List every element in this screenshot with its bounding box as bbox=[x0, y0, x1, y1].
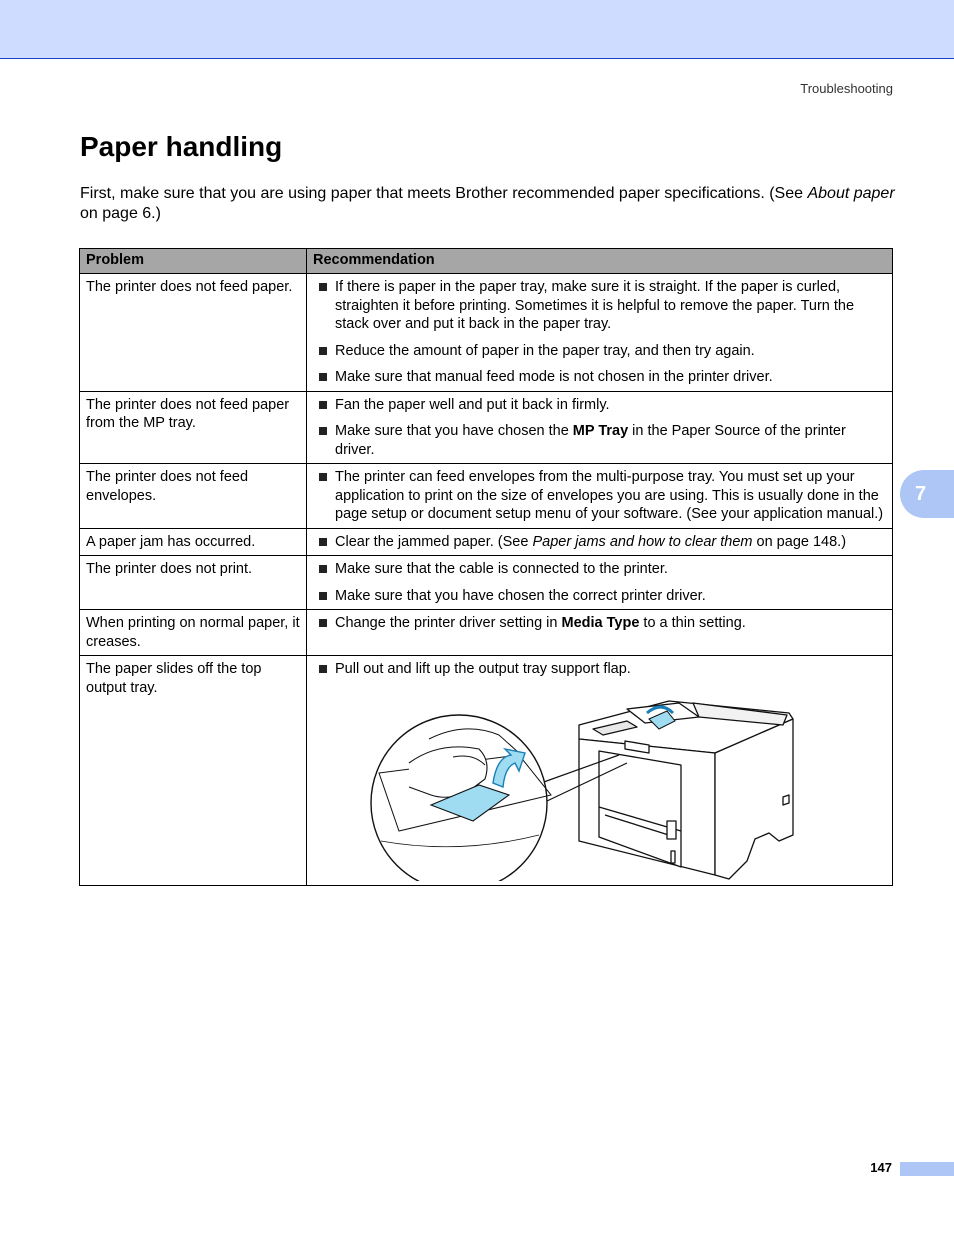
paper-handling-table bbox=[79, 248, 893, 886]
recommendation-item bbox=[313, 587, 886, 606]
recommendation-item bbox=[313, 368, 886, 387]
table-header-row bbox=[80, 249, 893, 274]
recommendation-text: Make sure that the cable is connected to the printer. bbox=[335, 561, 668, 577]
problem-cell: The printer does not feed paper. bbox=[80, 274, 307, 392]
problem-header: Problem bbox=[80, 249, 307, 274]
recommendation-cell bbox=[307, 528, 893, 556]
recommendation-cell bbox=[307, 656, 893, 886]
problem-cell: The printer does not print. bbox=[80, 556, 307, 610]
recommendation-item bbox=[313, 396, 886, 415]
square-bullet-icon bbox=[319, 565, 327, 573]
table-row bbox=[80, 610, 893, 656]
table-row bbox=[80, 556, 893, 610]
intro-paragraph bbox=[80, 184, 895, 224]
paper-jams-link[interactable]: Paper jams and how to clear them bbox=[532, 533, 753, 550]
table-row bbox=[80, 528, 893, 556]
recommendation-item bbox=[313, 422, 886, 459]
square-bullet-icon bbox=[319, 283, 327, 291]
recommendation-text-before: Change the printer driver setting in bbox=[335, 615, 562, 631]
recommendation-text-after: to a thin setting. bbox=[639, 615, 746, 631]
recommendation-item bbox=[313, 560, 886, 579]
table-row bbox=[80, 391, 893, 464]
recommendation-item bbox=[313, 342, 886, 361]
square-bullet-icon bbox=[319, 592, 327, 600]
square-bullet-icon bbox=[319, 538, 327, 546]
recommendation-item bbox=[313, 614, 886, 633]
page-number: 147 bbox=[870, 1160, 892, 1175]
table-row bbox=[80, 274, 893, 392]
square-bullet-icon bbox=[319, 619, 327, 627]
problem-cell: The printer does not feed envelopes. bbox=[80, 464, 307, 529]
recommendation-text: If there is paper in the paper tray, make sure it is straight. If the paper is curled, straighten it before printing. Sometimes it is helpful to remove the paper. Turn the stack over and put it back in the paper tray. bbox=[335, 279, 855, 332]
square-bullet-icon bbox=[319, 665, 327, 673]
printer-icon bbox=[579, 701, 793, 879]
intro-text-after: on page 6.) bbox=[80, 205, 161, 222]
recommendation-item bbox=[313, 660, 886, 679]
recommendation-text-after: in the Paper Source of the printer driver. bbox=[335, 423, 846, 458]
recommendation-item bbox=[313, 468, 886, 524]
recommendation-item bbox=[313, 278, 886, 334]
square-bullet-icon bbox=[319, 473, 327, 481]
recommendation-header: Recommendation bbox=[307, 249, 893, 274]
recommendation-text-before: Clear the jammed paper. (See bbox=[335, 533, 533, 550]
about-paper-link[interactable]: About paper bbox=[807, 185, 895, 202]
table-row bbox=[80, 464, 893, 529]
recommendation-cell bbox=[307, 556, 893, 610]
media-type-label: Media Type bbox=[561, 615, 640, 631]
recommendation-text: Make sure that manual feed mode is not chosen in the printer driver. bbox=[335, 369, 773, 385]
recommendation-cell bbox=[307, 274, 893, 392]
table-row bbox=[80, 656, 893, 886]
problem-cell: A paper jam has occurred. bbox=[80, 528, 307, 556]
recommendation-text: The printer can feed envelopes from the multi-purpose tray. You must set up your application to print on the size of envelopes you are using. This is usually done in the page setup or document setup menu of your software. (See your application manual.) bbox=[335, 469, 884, 522]
running-head: Troubleshooting bbox=[800, 81, 893, 96]
magnified-view-icon bbox=[371, 715, 551, 881]
recommendation-cell bbox=[307, 391, 893, 464]
intro-text-before: First, make sure that you are using paper that meets Brother recommended paper specifications. (See bbox=[80, 185, 808, 202]
recommendation-cell bbox=[307, 610, 893, 656]
problem-cell: When printing on normal paper, it creases. bbox=[80, 610, 307, 656]
printer-output-tray-illustration bbox=[369, 691, 801, 881]
problem-cell: The printer does not feed paper from the MP tray. bbox=[80, 391, 307, 464]
page-number-bar bbox=[900, 1162, 954, 1176]
square-bullet-icon bbox=[319, 347, 327, 355]
recommendation-text: Pull out and lift up the output tray support flap. bbox=[335, 661, 631, 677]
recommendation-text-before: Make sure that you have chosen the bbox=[335, 423, 573, 439]
recommendation-item bbox=[313, 533, 886, 552]
header-band bbox=[0, 0, 954, 59]
square-bullet-icon bbox=[319, 373, 327, 381]
chapter-tab: 7 bbox=[900, 470, 954, 518]
mp-tray-label: MP Tray bbox=[572, 423, 629, 439]
recommendation-text-after: on page 148.) bbox=[752, 533, 847, 550]
recommendation-text: Make sure that you have chosen the correct printer driver. bbox=[335, 587, 706, 604]
problem-cell: The paper slides off the top output tray. bbox=[80, 656, 307, 886]
square-bullet-icon bbox=[319, 401, 327, 409]
recommendation-text: Reduce the amount of paper in the paper tray, and then try again. bbox=[335, 342, 755, 359]
recommendation-text: Fan the paper well and put it back in firmly. bbox=[335, 396, 610, 413]
page-title: Paper handling bbox=[80, 131, 283, 162]
recommendation-cell bbox=[307, 464, 893, 529]
square-bullet-icon bbox=[319, 427, 327, 435]
